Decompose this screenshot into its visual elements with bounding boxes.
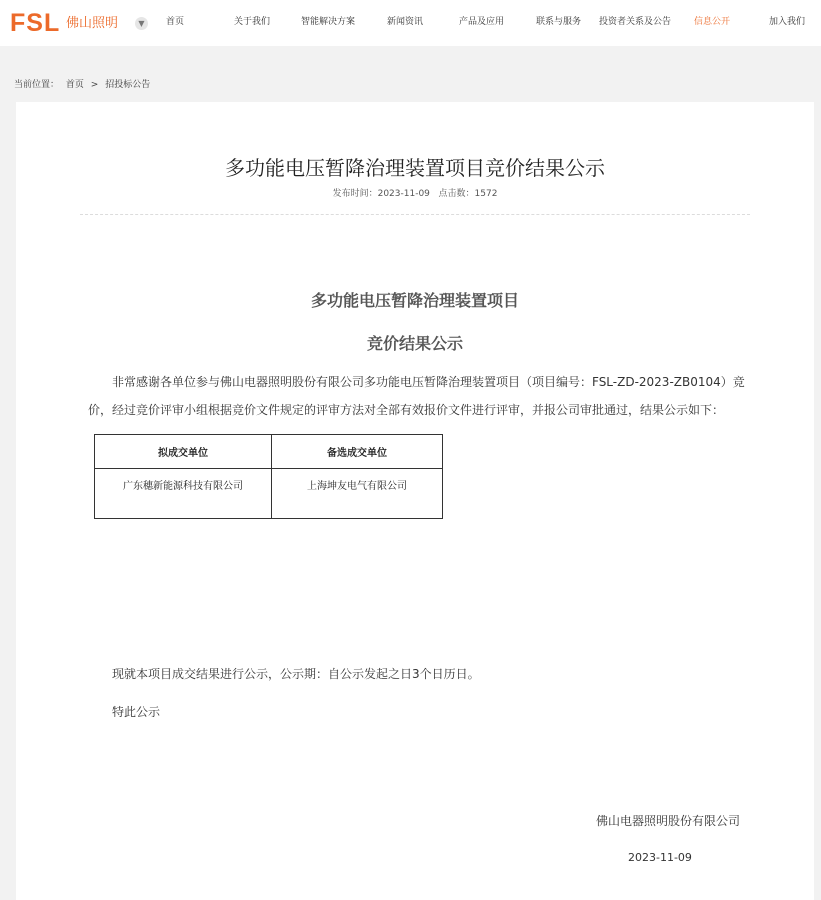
results-table: [94, 434, 443, 519]
table-row: [95, 469, 443, 519]
article-meta: [16, 188, 814, 200]
closing-paragraph: 特此公示: [112, 705, 161, 719]
nav-news[interactable]: 新闻资讯: [387, 17, 424, 27]
breadcrumb: [14, 79, 154, 91]
project-heading: 多功能电压暂降治理装置项目: [310, 291, 519, 310]
nav-home[interactable]: 首页: [166, 17, 185, 27]
hits-label: 点击数：: [438, 189, 475, 199]
notice-period-paragraph: 现就本项目成交结果进行公示，公示期：自公示发起之日3个日历日。: [112, 667, 480, 681]
table-cell-alternate: 上海坤友电气有限公司: [272, 469, 443, 519]
table-header: 拟成交单位: [95, 435, 272, 469]
hits-count: 1572: [474, 189, 498, 199]
nav-solutions[interactable]: 智能解决方案: [301, 17, 356, 27]
nav-investors[interactable]: 投资者关系及公告: [599, 17, 672, 27]
nav-about[interactable]: 关于我们: [234, 17, 271, 27]
title-divider: [80, 214, 750, 215]
table-cell-winner: 广东穗新能源科技有限公司: [95, 469, 272, 519]
article-card: [16, 102, 814, 900]
result-heading: 竞价结果公示: [366, 334, 463, 353]
logo-text: FSL: [10, 9, 61, 37]
nav-contact[interactable]: 联系与服务: [536, 17, 582, 27]
breadcrumb-prefix: 当前位置：: [14, 80, 60, 90]
breadcrumb-home[interactable]: 首页: [65, 80, 84, 90]
breadcrumb-separator: >: [90, 80, 99, 90]
nav-info-disclosure[interactable]: 信息公开: [694, 17, 731, 27]
site-header: [0, 0, 821, 46]
article-title: 多功能电压暂降治理装置项目竞价结果公示: [225, 156, 605, 180]
publish-date: 2023-11-09: [377, 189, 430, 199]
chevron-down-icon[interactable]: ▼: [135, 17, 148, 30]
intro-paragraph: 非常感谢各单位参与佛山电器照明股份有限公司多功能电压暂降治理装置项目（项目编号：FSL-ZD-2023-ZB0104）竞价，经过竞价评审小组根据竞价文件规定的评审方法对全部有效报价文件进行评审，并报公司审批通过，结果公示如下：: [88, 375, 745, 417]
table-header-row: [95, 435, 443, 469]
breadcrumb-current[interactable]: 招投标公告: [105, 80, 151, 90]
table-header: 备选成交单位: [272, 435, 443, 469]
signature-company: 佛山电器照明股份有限公司: [596, 814, 741, 828]
signature-date: 2023-11-09: [628, 851, 692, 864]
nav-products[interactable]: 产品及应用: [459, 17, 505, 27]
logo-cn-text: 佛山照明: [66, 16, 119, 31]
nav-join-us[interactable]: 加入我们: [769, 17, 806, 27]
publish-label: 发布时间：: [332, 189, 378, 199]
